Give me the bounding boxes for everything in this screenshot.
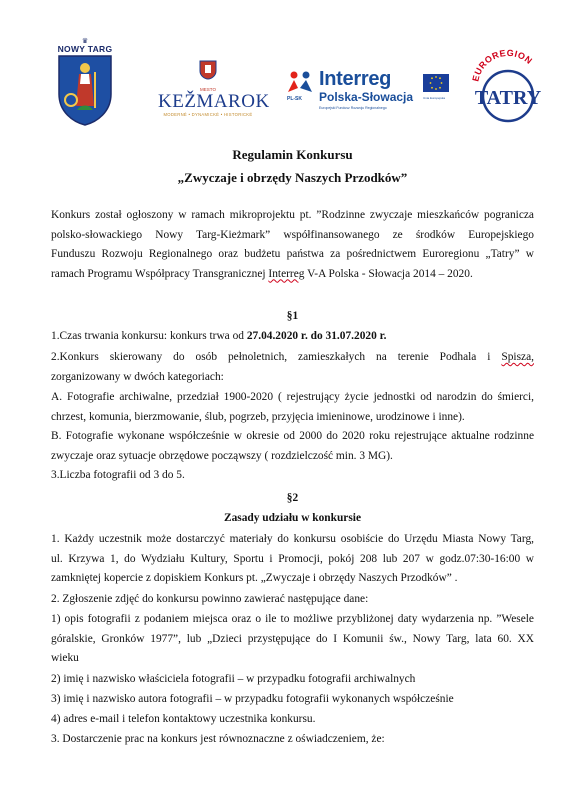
category-b-line-2: zwyczaje oraz sytuacje obrzędowe począwszy ( rozdzielczość min. 3 MG). <box>51 449 393 462</box>
nowy-targ-caption: NOWY TARG <box>57 44 113 54</box>
rule-2-2-3: 3) imię i nazwisko autora fotografii – w przypadku fotografii wykonanych współcześnie <box>51 693 454 705</box>
kezmarok-name: KEŽMAROK <box>158 91 270 112</box>
plsk-figures-icon <box>285 70 315 96</box>
rule-2-1-line-2: ul. Krzywa 1, do Wydziału Kultury, Sportu i Promocji, pokój 208 lub 207 w godz.07:30-16:00 w <box>51 552 534 565</box>
doc-title: Regulamin Konkursu <box>232 147 353 162</box>
kezmarok-crest-icon <box>199 60 217 80</box>
logo-bar <box>0 38 583 138</box>
intro-line-3: Funduszu Rozwoju Regionalnego oraz budżetu państwa za pośrednictwem Euroregionu „Tatry” w <box>51 248 534 260</box>
euroregion-arc-text: EUROREGION <box>470 47 535 83</box>
tatry-name: TATRY <box>474 87 542 109</box>
rule-2-1-line-3: zamkniętej kopercie z dopiskiem Konkurs pt. „Zwyczaje i obrzędy Naszych Przodków” . <box>51 572 458 584</box>
category-a-line-2: chrzest, komunia, bierzmowanie, ślub, pogrzeb, przyjęcia imieninowe, urodzinowe i inne). <box>51 410 465 423</box>
rule-2-2-2: 2) imię i nazwisko właściciela fotografii – w przypadku fotografii archiwalnych <box>51 673 416 685</box>
eu-label: Unia Europejska <box>423 96 446 100</box>
spellcheck-underline: Interreg <box>268 267 305 280</box>
rule-2-2-4: 4) adres e-mail i telefon kontaktowy uczestnika konkursu. <box>51 713 316 725</box>
interreg-fund-label: Europejski Fundusz Rozwoju Regionalnego <box>319 106 387 110</box>
euroregion-tatry-logo <box>468 44 548 129</box>
kezmarok-logo <box>158 60 270 130</box>
section-2-heading: §2 <box>286 492 299 504</box>
rule-1-2-line-1: 2.Konkurs skierowany do osób pełnoletnich, zamieszkałych na terenie Podhala i Spisza, <box>51 351 534 363</box>
rule-2-2-1-line-3: wieku <box>51 652 79 664</box>
rule-1-2-line-2: zorganizowany w dwóch kategoriach: <box>51 370 224 383</box>
rule-2-2-1-line-1: 1) opis fotografii z podaniem miejsca oraz o ile to możliwe przybliżonej daty wydarzenia np. ”Wesele <box>51 613 534 625</box>
tatry-emblem-icon <box>468 44 548 129</box>
plsk-label: PL-SK <box>287 96 302 102</box>
rule-2-1-line-1: 1. Każdy uczestnik może dostarczyć materiały do konkursu osobiście do Urzędu Miasta Nowy Targ, <box>51 533 534 545</box>
coat-of-arms-icon <box>57 54 113 126</box>
interreg-logo <box>285 68 455 128</box>
category-b-line-1: B. Fotografie wykonane współcześnie w okresie od 2000 do 2020 roku rejestrujące aktualne rodzinne <box>51 430 534 442</box>
intro-line-1: Konkurs został ogłoszony w ramach mikroprojektu pt. ”Rodzinne zwyczaje mieszkańców pogranicza <box>51 209 534 221</box>
rule-2-2-1-line-2: góralskie, Gronków 1977”, lub „Dzieci przystępujące do I Komunii św., Nowy Targ, lata 60. XX <box>51 632 534 645</box>
rule-1-1: 1.Czas trwania konkursu: konkurs trwa od 27.04.2020 r. do 31.07.2020 r. <box>51 330 387 342</box>
eu-flag-icon <box>423 74 449 92</box>
kezmarok-tagline: MODERNÉ • DYNAMICKÉ • HISTORICKÉ <box>163 112 253 117</box>
nowy-targ-logo <box>55 38 115 133</box>
rule-2-3: 3. Dostarczenie prac na konkurs jest równoznaczne z oświadczeniem, że: <box>51 733 385 745</box>
rule-1-3: 3.Liczba fotografii od 3 do 5. <box>51 469 185 481</box>
intro-line-2: polsko-słowackiego Nowy Targ-Kieżmark” współfinansowanego ze środków Europejskiego <box>51 228 534 241</box>
section-1-heading: §1 <box>286 310 299 322</box>
section-2-title: Zasady udziału w konkursie <box>223 512 362 524</box>
interreg-wordmark: Interreg <box>319 68 392 90</box>
category-a-line-1: A. Fotografie archiwalne, przedział 1900-2020 ( rejestrujący życie jednostki od narodzin do śmierci, <box>51 391 534 403</box>
crown-icon: ♛ <box>81 37 89 45</box>
rule-2-2: 2. Zgłoszenie zdjęć do konkursu powinno zawierać następujące dane: <box>51 593 369 605</box>
interreg-subtitle: Polska-Słowacja <box>319 90 414 104</box>
doc-subtitle: „Zwyczaje i obrzędy Naszych Przodków” <box>177 170 408 185</box>
intro-line-4: ramach Programu Współpracy Transgranicznej Interreg V-A Polska - Słowacja 2014 – 2020. <box>51 267 473 280</box>
kezmarok-small-label: MESTO <box>200 87 216 92</box>
